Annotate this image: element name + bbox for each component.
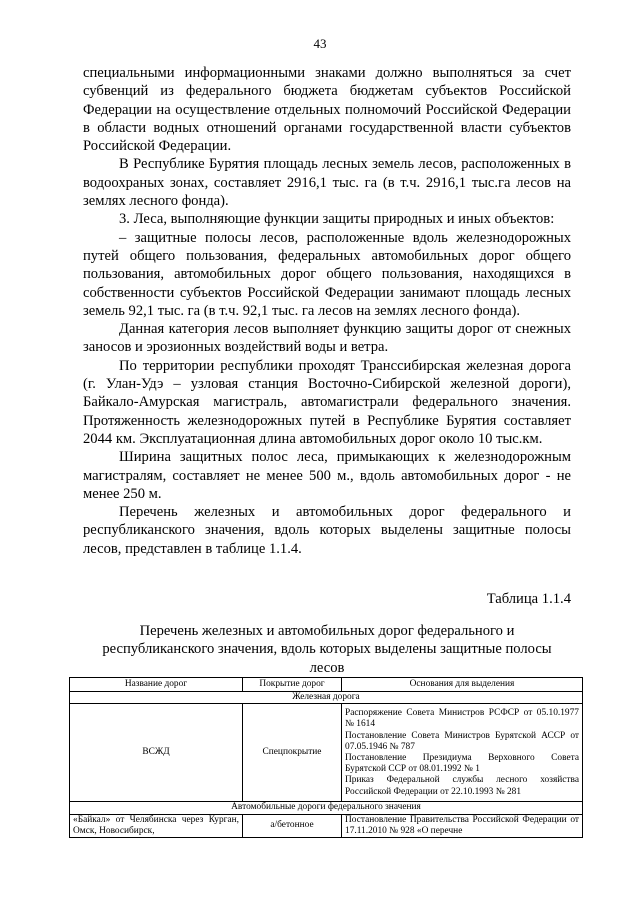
- road-name-cell: «Байкал» от Челябинска через Курган, Омск, Новосибирск,: [70, 814, 243, 837]
- basis-item: Приказ Федеральной службы лесного хозяйства Российской Федерации от 22.10.1993 № 281: [345, 775, 579, 797]
- table-row: [70, 704, 583, 802]
- paragraph: – защитные полосы лесов, расположенные вдоль железнодорожных путей общего пользования, федеральных автомобильных дорог общего пользования, автомобильных дорог общего пользования, находящихся в собственности субъектов Российской Федерации занимают площадь лесных земель 92,1 тыс. га (в т.ч. 92,1 тыс. га лесов на землях лесного фонда).: [83, 229, 571, 319]
- table-caption: Таблица 1.1.4: [486, 591, 571, 607]
- paragraph: Данная категория лесов выполняет функцию защиты дорог от снежных заносов и эрозионных воздействий воды и ветра.: [83, 321, 571, 356]
- section-label: Автомобильные дороги федерального значения: [70, 802, 583, 814]
- table-header-row: [70, 678, 583, 692]
- road-surface-cell: Спецпокрытие: [243, 704, 342, 802]
- road-name-cell: ВСЖД: [70, 704, 243, 802]
- column-header: Основания для выделения: [342, 678, 583, 692]
- column-header: Покрытие дорог: [243, 678, 342, 692]
- section-label: Железная дорога: [70, 692, 583, 704]
- column-header: Название дорог: [70, 678, 243, 692]
- table-section-row: [70, 692, 583, 704]
- table-row: [70, 814, 583, 837]
- paragraph: В Республике Бурятия площадь лесных земель лесов, расположенных в водоохраных зонах, составляет 2916,1 тыс. га (в т.ч. 2916,1 тыс.га лесов на землях лесного фонда).: [83, 156, 571, 210]
- table-title: Перечень железных и автомобильных дорог федерального и республиканского значения, вдоль которых выделены защитные полосы лесов: [102, 623, 552, 676]
- basis-item: Распоряжение Совета Министров РСФСР от 05.10.1977 № 1614: [345, 708, 579, 730]
- basis-cell: [342, 814, 583, 837]
- paragraph: специальными информационными знаками должно выполняться за счет субвенций из федерального бюджета бюджетам субъектов Российской Федерации на осуществление отдельных полномочий Российской Федерации в области водных отношений органами государственной власти субъектов Российской Федерации.: [83, 65, 571, 155]
- page-number: 43: [313, 36, 327, 51]
- body-text: [83, 64, 571, 558]
- basis-item: Постановление Президиума Верховного Совета Бурятской ССР от 08.01.1992 № 1: [345, 752, 579, 775]
- paragraph: Перечень железных и автомобильных дорог федерального и республиканского значения, вдоль которых выделены защитные полосы лесов, представлен в таблице 1.1.4.: [83, 504, 571, 557]
- table-section-row: [70, 802, 583, 814]
- basis-item: Постановление Правительства Российской Федерации от 17.11.2010 № 928 «О перечне: [345, 814, 579, 836]
- road-surface-cell: а/бетонное: [243, 814, 342, 837]
- basis-item: Постановление Совета Министров Бурятской АССР от 07.05.1946 № 787: [345, 730, 579, 752]
- paragraph: 3. Леса, выполняющие функции защиты природных и иных объектов:: [119, 211, 555, 228]
- basis-cell: [342, 704, 583, 802]
- paragraph: По территории республики проходят Транссибирская железная дорога (г. Улан-Удэ – узловая станция Восточно-Сибирской железной дороги), Байкало-Амурская магистраль, автомагистрали федерального значения. Протяженность железнодорожных путей в Республике Бурятия составляет 2044 км. Эксплуатационная длина автомобильных дорог около 10 тыс.км.: [83, 357, 571, 447]
- roads-table: [69, 677, 583, 838]
- paragraph: Ширина защитных полос леса, примыкающих к железнодорожным магистралям, составляет не менее 500 м., вдоль автомобильных дорог - не менее 250 м.: [83, 449, 571, 502]
